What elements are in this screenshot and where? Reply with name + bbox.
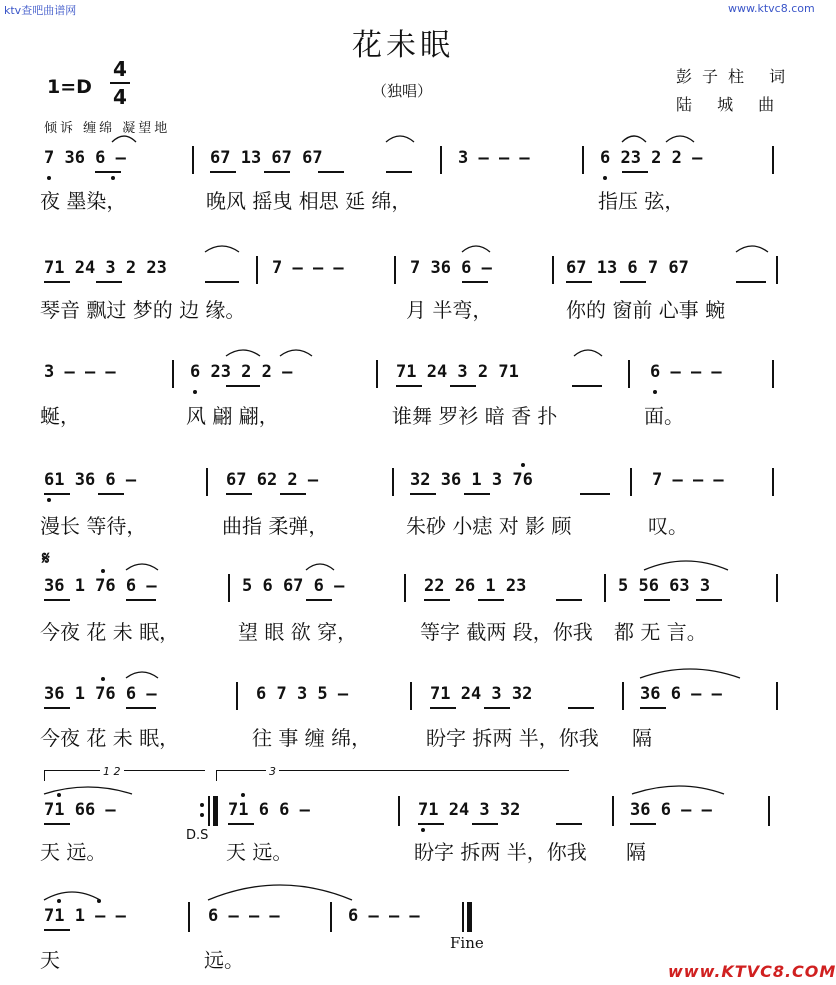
measure: 71 24 3 2 71 xyxy=(396,362,519,382)
site-name: ktv查吧曲谱网 xyxy=(4,4,77,17)
measure: 32 36 1 3 76 xyxy=(410,470,533,490)
slur xyxy=(44,892,100,900)
measure: 7 36 6 – xyxy=(410,258,492,278)
lyric: 盼字 拆两 半，你我 xyxy=(426,726,599,750)
lyric: 谁舞 罗衫 暗 香 扑 xyxy=(392,404,558,428)
measure: 7 – – – xyxy=(652,470,724,490)
lyric: 风 翩 翩， xyxy=(186,404,279,428)
time-signature-top: 4 xyxy=(113,57,127,81)
measure: 71 24 3 32 xyxy=(430,684,533,704)
volta-label-1-2: 1 2 xyxy=(100,765,124,778)
slur xyxy=(280,350,312,356)
lyric: 夜 墨染， xyxy=(40,189,127,213)
measure: 36 6 – – xyxy=(630,800,712,820)
slur xyxy=(205,246,239,252)
measure: 6 – – – xyxy=(208,906,280,926)
lyric: 隔 xyxy=(632,726,652,750)
slur xyxy=(640,669,740,678)
measure: 5 6 67 6 – xyxy=(242,576,345,596)
lyricist-credit: 彭子柱 词 xyxy=(676,67,796,86)
lyric: 天 远。 xyxy=(40,840,107,864)
slur xyxy=(306,564,334,570)
measure: 36 1 76 6 – xyxy=(44,684,157,704)
slur xyxy=(126,564,158,570)
lyric: 天 远。 xyxy=(226,840,293,864)
key-signature: 1=D xyxy=(47,76,92,98)
measure: 6 – – – xyxy=(348,906,420,926)
lyric: 等字 截两 段，你我 xyxy=(420,620,593,644)
measure: 71 24 3 2 23 xyxy=(44,258,167,278)
slur xyxy=(736,246,768,252)
slur xyxy=(622,136,646,142)
lyric: 你的 窗前 心事 蜿 xyxy=(566,298,726,322)
expression-mark: 倾诉 缠绵 凝望地 xyxy=(44,121,171,136)
measure: 71 66 – xyxy=(44,800,116,820)
lyric: 天 xyxy=(40,948,60,972)
lyric: 月 半弯， xyxy=(406,298,493,322)
lyric: 都 无 言。 xyxy=(614,620,707,644)
slur xyxy=(574,350,602,356)
measure: 5 56 63 3 xyxy=(618,576,711,596)
measure: 67 13 6 7 67 xyxy=(566,258,689,278)
composer-credit: 陆 城 曲 xyxy=(676,95,785,114)
measure: 6 23 2 2 – xyxy=(190,362,293,382)
dal-segno-mark: D.S xyxy=(186,828,209,843)
watermark: www.KTVC8.COM xyxy=(668,962,836,981)
measure: 7 – – – xyxy=(272,258,344,278)
measure: 71 6 6 – xyxy=(228,800,310,820)
lyric: 叹。 xyxy=(648,514,688,538)
slur xyxy=(632,786,724,794)
slur xyxy=(386,136,414,142)
lyric: 蜒， xyxy=(40,404,80,428)
measure: 3 – – – xyxy=(458,148,530,168)
song-title: 花未眠 xyxy=(352,28,454,63)
slur xyxy=(44,787,132,794)
measure: 3 – – – xyxy=(44,362,116,382)
lyric: 面。 xyxy=(644,404,684,428)
lyric: 远。 xyxy=(204,948,244,972)
slur xyxy=(208,885,352,900)
measure: 22 26 1 23 xyxy=(424,576,527,596)
slur xyxy=(112,136,136,142)
measure: 6 23 2 2 – xyxy=(600,148,703,168)
measure: 36 6 – – xyxy=(640,684,722,704)
lyric: 晚风 摇曳 相思 延 绵， xyxy=(206,189,412,213)
measure: 67 13 67 67 xyxy=(210,148,323,168)
measure: 67 62 2 – xyxy=(226,470,319,490)
lyric: 曲指 柔弹， xyxy=(222,514,329,538)
slur xyxy=(644,561,728,570)
measure: 61 36 6 – xyxy=(44,470,137,490)
lyric: 望 眼 欲 穿， xyxy=(238,620,358,644)
slur xyxy=(126,672,158,678)
lyric: 今夜 花 未 眠， xyxy=(40,726,180,750)
measure: 7 36 6 – xyxy=(44,148,126,168)
lyric: 指压 弦， xyxy=(598,189,685,213)
measure: 6 – – – xyxy=(650,362,722,382)
lyric: 盼字 拆两 半，你我 xyxy=(414,840,587,864)
volta-label-3: 3 xyxy=(266,765,279,778)
lyric: 隔 xyxy=(626,840,646,864)
slur xyxy=(226,350,260,356)
lyric: 往 事 缠 绵， xyxy=(252,726,372,750)
slur xyxy=(666,136,694,142)
fine-mark: Fine xyxy=(450,934,484,952)
lyric: 今夜 花 未 眠， xyxy=(40,620,180,644)
subtitle: （独唱） xyxy=(372,82,433,100)
measure: 71 24 3 32 xyxy=(418,800,521,820)
site-url[interactable]: www.ktvc8.com xyxy=(728,2,815,15)
lyric: 琴音 飘过 梦的 边 缘。 xyxy=(40,298,246,322)
lyric: 朱砂 小痣 对 影 顾 xyxy=(406,514,572,538)
measure: 71 1 – – xyxy=(44,906,126,926)
slur xyxy=(462,246,490,252)
lyric: 漫长 等待， xyxy=(40,514,147,538)
segno-sign: 𝄋 xyxy=(42,548,50,569)
measure: 6 7 3 5 – xyxy=(256,684,349,704)
measure: 36 1 76 6 – xyxy=(44,576,157,596)
time-signature-bottom: 4 xyxy=(113,85,127,109)
